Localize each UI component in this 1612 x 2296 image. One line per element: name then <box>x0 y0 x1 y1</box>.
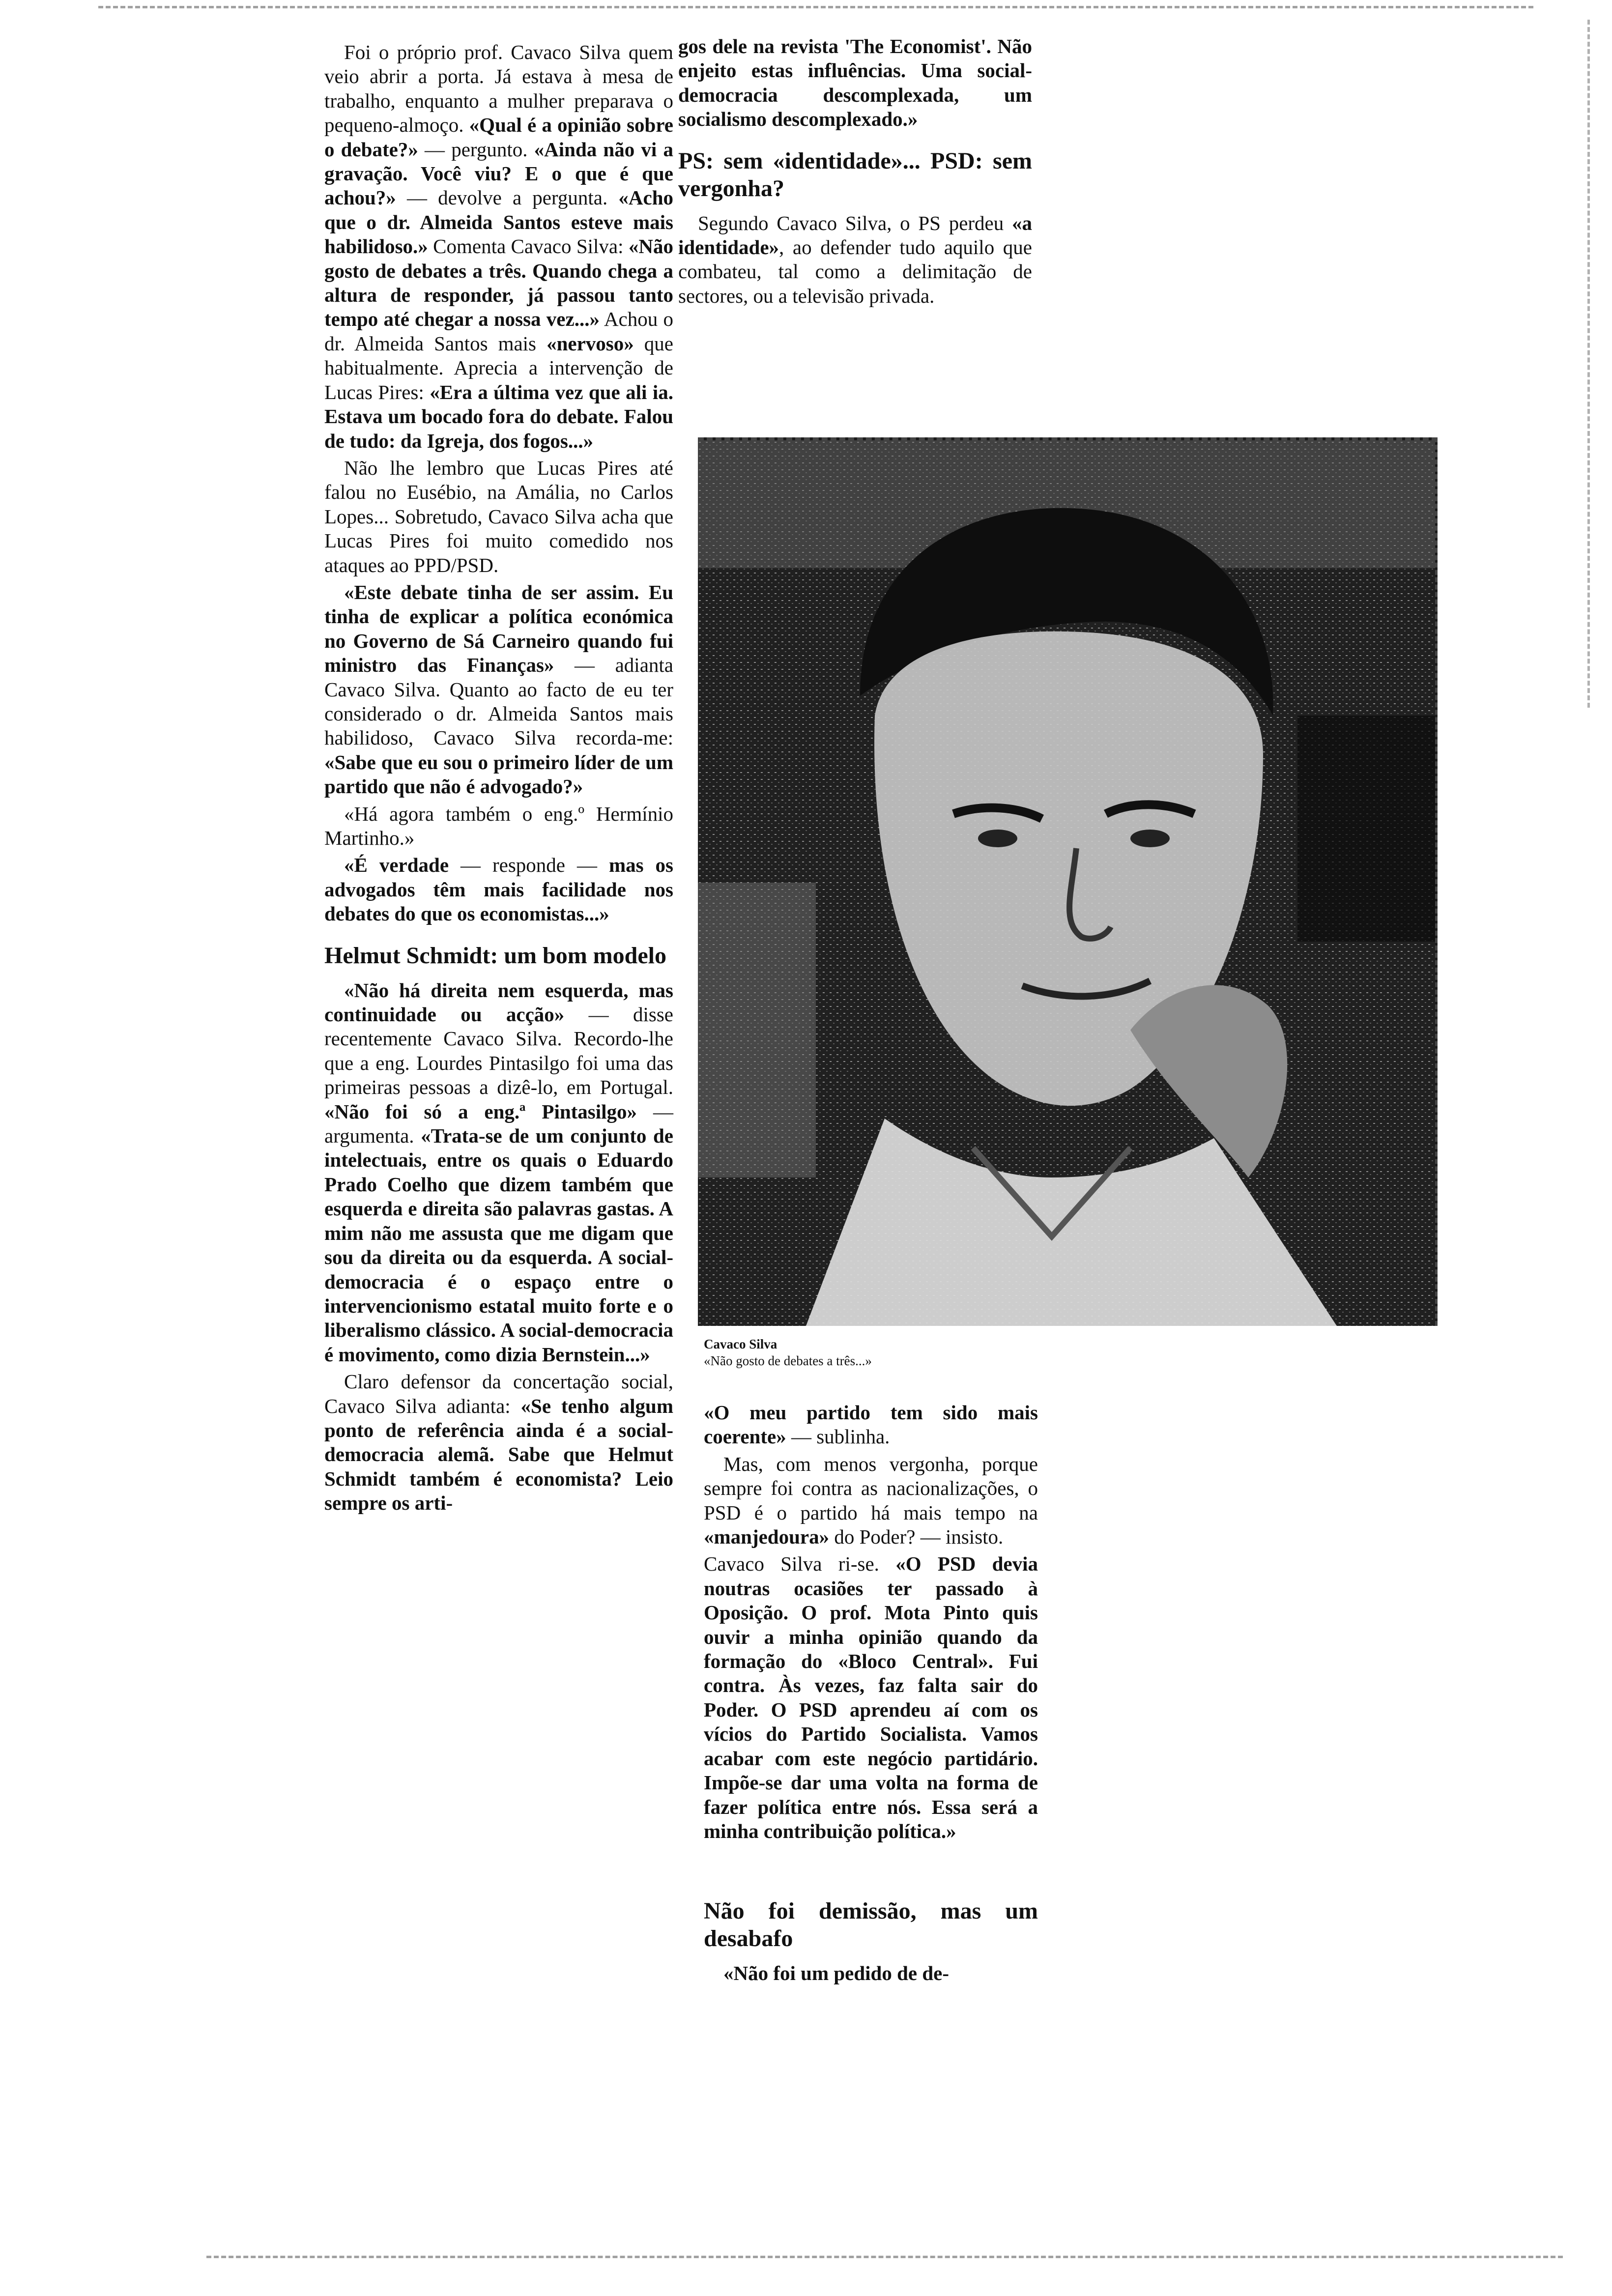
portrait-photo-icon <box>698 437 1438 1326</box>
caption-quote: «Não gosto de debates a três...» <box>704 1353 872 1368</box>
paragraph-advogados: «É verdade — responde — mas os advogados têm mais facilidade nos debates do que os economistas...» <box>324 854 673 925</box>
right-scan-edge <box>1587 20 1590 708</box>
paragraph-coerente: «O meu partido tem sido mais coerente» — sublinha. <box>704 1401 1038 1448</box>
portrait-illustration <box>698 440 1435 1326</box>
paragraph-herminio: «Há agora também o eng.º Hermínio Martinho.» <box>324 802 673 849</box>
heading-desabafo: Não foi demissão, mas um desabafo <box>704 1898 1038 1952</box>
right-column-bottom <box>704 1401 1038 1989</box>
left-column <box>324 40 673 1519</box>
paragraph-pedido: «Não foi um pedido de de- <box>723 1962 950 1985</box>
caption-name: Cavaco Silva <box>704 1337 777 1351</box>
right-column-top <box>678 34 1032 311</box>
top-scan-edge <box>98 6 1533 8</box>
paragraph-manjedoura: Mas, com menos vergonha, porque sempre foi contra as nacionalizações, o PSD é o partido há mais tempo na «manjedoura» do Poder? — insisto. <box>704 1452 1038 1549</box>
paragraph-opening: Foi o próprio prof. Cavaco Silva quem veio abrir a porta. Já estava à mesa de trabalho, enquanto a mulher preparava o pequeno-almoço. «Qual é a opinião sobre o debate?» — pergunto. «Ainda não vi a gravação. Você viu? E o que é que achou?» — devolve a pergunta. «Acho que o dr. Almeida Santos esteve mais habilidoso.» Comenta Cavaco Silva: «Não gosto de debates a três. Quando chega a altura de responder, já passou tanto tempo até chegar a nossa vez...» Achou o dr. Almeida Santos mais «nervoso» que habitualmente. Aprecia a intervenção de Lucas Pires: «Era a última vez que ali ia. Estava um bocado fora do debate. Falou de tudo: da Igreja, dos fogos...» <box>324 41 674 452</box>
paragraph-lucas-pires: Não lhe lembro que Lucas Pires até falou no Eusébio, na Amália, no Carlos Lopes... Sobretudo, Cavaco Silva acha que Lucas Pires foi muito comedido nos ataques ao PPD/PSD. <box>324 456 673 576</box>
paragraph-oposicao: Cavaco Silva ri-se. «O PSD devia noutras ocasiões ter passado à Oposição. O prof. Mota Pinto quis ouvir a minha opinião quando da formação do «Bloco Central». Fui contra. Às vezes, faz falta sair do Poder. O PSD aprendeu aí com os vícios do Partido Socialista. Vamos acabar com este negócio partidário. Impõe-se dar uma volta na forma de fazer política entre nós. Essa será a minha contribuição política.» <box>704 1552 1038 1842</box>
heading-helmut-schmidt: Helmut Schmidt: um bom modelo <box>324 942 666 969</box>
paragraph-direita-esquerda: «Não há direita nem esquerda, mas continuidade ou acção» — disse recentemente Cavaco Silva. Recordo-lhe que a eng. Lourdes Pintasilgo foi uma das primeiras pessoas a dizê-lo, em Portugal. «Não foi só a eng.ª Pintasilgo» — argumenta. «Trata-se de um conjunto de intelectuais, entre os quais o Eduardo Prado Coelho que dizem também que esquerda e direita são palavras gastas. A mim não me assusta que me digam que sou da direita ou da esquerda. A social-democracia é o espaço entre o intervencionismo estatal muito forte e o liberalismo clássico. A social-democracia é movimento, como dizia Bernstein...» <box>324 978 674 1366</box>
bottom-scan-edge <box>206 2256 1563 2258</box>
paragraph-debate: «Este debate tinha de ser assim. Eu tinha de explicar a política económica no Governo de Sá Carneiro quando fui ministro das Finanças» — adianta Cavaco Silva. Quanto ao facto de eu ter considerado o dr. Almeida Santos mais habilidoso, Cavaco Silva recorda-me: «Sabe que eu sou o primeiro líder de um partido que não é advogado?» <box>324 580 673 798</box>
photo-caption <box>704 1336 1077 1369</box>
heading-ps-psd: PS: sem «identidade»... PSD: sem vergonha? <box>678 147 1032 201</box>
paragraph-identidade: Segundo Cavaco Silva, o PS perdeu «a identidade», ao defender tudo aquilo que combateu, tal como a delimitação de sectores, ou a televisão privada. <box>678 211 1032 307</box>
paragraph-concertacao: Claro defensor da concertação social, Cavaco Silva adianta: «Se tenho algum ponto de referência ainda é a social-democracia alemã. Sabe que Helmut Schmidt também é economista? Leio sempre os arti- <box>324 1370 673 1515</box>
paragraph-economist: gos dele na revista 'The Economist'. Não enjeito estas influências. Uma social-democracia descomplexada, um socialismo descomplexado.» <box>678 35 1032 131</box>
